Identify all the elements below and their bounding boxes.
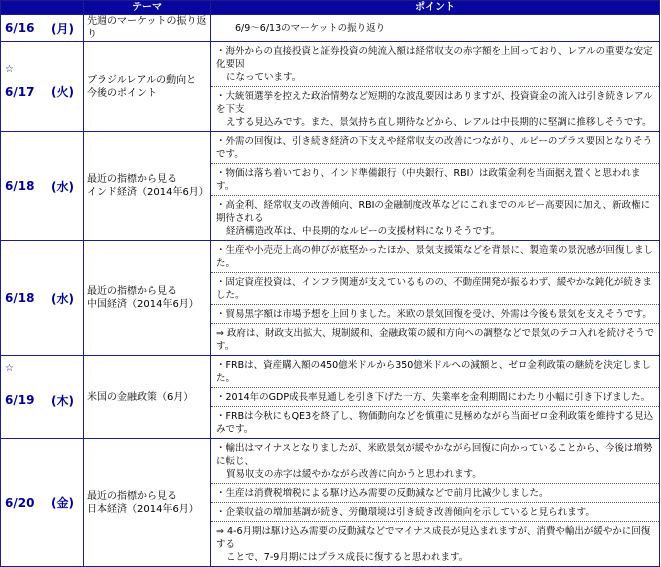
table-header-row: [1, 1, 660, 15]
point-line: ・FRBは今秋にもQE3を終了し、物価動向などを慎重に見極めながら当面ゼロ金利政策を維持する見込みです。: [216, 411, 654, 435]
point-item: [211, 132, 659, 164]
table-row: [1, 356, 660, 439]
point-line: ・固定資産投資は、インフラ関連が支えているものの、不動産開発が振るわず、緩やかな鈍化が続きました。: [216, 277, 652, 301]
header-date-blank: [1, 1, 84, 15]
header-theme: テーマ: [84, 1, 211, 15]
date-cell: [1, 356, 84, 439]
point-item: [211, 522, 659, 566]
point-item: [211, 196, 659, 240]
row-date: 6/19: [5, 393, 35, 407]
topic-cell: [84, 241, 211, 356]
point-line: ・大統領選挙を控えた政治情勢など短期的な波乱要因はありますが、投資資金の流入は引き続きレアルを下支: [216, 91, 653, 115]
point-item: [211, 484, 659, 503]
point-item: [211, 356, 659, 388]
topic-cell: [84, 356, 211, 439]
row-weekday: (月): [51, 21, 74, 36]
row-date: 6/17: [5, 84, 35, 99]
point-item: [211, 87, 659, 131]
point-line: になっています。: [226, 72, 302, 83]
row-weekday: (水): [51, 179, 74, 194]
row-weekday: (水): [51, 291, 74, 306]
point-line: ・企業収益の増加基調が続き、労働環境は引き続き改善傾向を示していると見られます。: [216, 507, 595, 518]
points-cell: [211, 439, 660, 567]
topic-cell: [84, 132, 211, 241]
point-line: ・海外からの直接投資と証券投資の純流入額は経常収支の赤字額を上回っており、レアルの重要な安定化要因: [216, 46, 653, 70]
row-date: 6/16: [5, 21, 35, 35]
row-weekday: (金): [51, 496, 74, 510]
point-line: ・高金利、経常収支の改善傾向、RBIの金融制度改革などにこれまでのルピー高要因に加え、新政権に期待される: [216, 200, 651, 224]
point-line: ⇒ 政府は、財政支出拡大、規制緩和、金融政策の緩和方向への調整などで景気のテコ入れを続けそうです。: [216, 328, 655, 352]
topic-line: インド経済（2014年6月）: [87, 187, 209, 198]
point-line: ・貿易黒字額は市場予想を上回りました。米欧の景気回復を受け、外需は今後も景気を支えそうです。: [216, 309, 652, 320]
date-cell: [1, 439, 84, 567]
topic-line: 今後のポイント: [87, 87, 157, 99]
point-item: [211, 388, 659, 407]
row-date: 6/20: [5, 495, 35, 510]
point-line: ⇒ 4-6月期は駆け込み需要の反動減などでマイナス成長が見込まれますが、消費や輸出が緩やかに回復する: [216, 526, 651, 550]
table-row: [1, 42, 660, 132]
row-date: 6/18: [5, 179, 35, 193]
topic-line: ブラジルレアルの動向と: [87, 74, 197, 86]
table-row: [1, 15, 660, 42]
point-line: 経済構造改革は、中長期的なルピーの支援材料になりそうです。: [226, 226, 501, 237]
point-item: [211, 164, 659, 196]
point-line: ・生産や小売売上高の伸びが底堅かったほか、景気支援策などを背景に、製造業の景況感が回復しました。: [216, 245, 654, 269]
topic-cell: [84, 15, 211, 42]
table-row: [1, 241, 660, 356]
point-item: [211, 20, 659, 37]
topic-line: 日本経済（2014年6月）: [87, 503, 199, 515]
point-item: [211, 273, 659, 305]
point-line: ・物価は落ち着いており、インド準備銀行（中央銀行、RBI）は政策金利を当面据え置くと思われます。: [216, 168, 641, 192]
points-cell: [211, 241, 660, 356]
date-cell: [1, 42, 84, 132]
row-weekday: (木): [51, 393, 74, 408]
topic-line: 先週のマーケットの振り返り: [87, 16, 207, 40]
points-cell: [211, 15, 660, 42]
point-line: ことで、7-9月期にはプラス成長に復すると思われます。: [226, 552, 469, 563]
star-icon: ☆: [5, 64, 14, 75]
date-cell: [1, 15, 84, 42]
topic-line: 最近の指標から見る: [87, 490, 177, 502]
point-item: [211, 407, 659, 438]
point-item: [211, 42, 659, 87]
table-row: [1, 132, 660, 241]
header-points: ポイント: [211, 1, 660, 15]
point-line: ・輸出はマイナスとなりましたが、米欧景気が緩やかながら回復に向かっていることから、今後は増勢に転じ、: [216, 443, 653, 467]
point-line: 6/9～6/13のマーケットの振り返り: [235, 22, 386, 34]
point-line: ・FRBは、資産購入額の450億米ドルから350億米ドルへの減額と、ゼロ金利政策の継続を決定しました。: [216, 360, 651, 384]
row-date: 6/18: [5, 291, 35, 305]
topic-line: 最近の指標から見る: [87, 286, 177, 297]
topic-line: 中国経済（2014年6月）: [87, 299, 199, 310]
points-cell: [211, 132, 660, 241]
star-icon: ☆: [5, 363, 14, 374]
table-row: [1, 439, 660, 567]
date-cell: [1, 241, 84, 356]
point-item: [211, 503, 659, 522]
points-cell: [211, 42, 660, 132]
topic-cell: [84, 42, 211, 132]
point-item: [211, 324, 659, 355]
date-cell: [1, 132, 84, 241]
row-weekday: (火): [51, 85, 74, 99]
points-cell: [211, 356, 660, 439]
topic-line: 最近の指標から見る: [87, 174, 177, 185]
point-line: 貿易収支の赤字は緩やかながら改善に向かうと思われます。: [226, 469, 482, 480]
point-line: ・外需の回復は、引き続き経済の下支えや経常収支の改善につながり、ルピーのプラス要因となりそうです。: [216, 136, 653, 160]
point-line: ・2014年のGDP成長率見通しを引き下げた一方、失業率を金利期間にわたり小幅に引き下げました。: [216, 392, 651, 403]
point-item: [211, 241, 659, 273]
topic-cell: [84, 439, 211, 567]
topic-line: 米国の金融政策（6月）: [87, 391, 194, 403]
point-item: [211, 305, 659, 324]
point-line: ・生産は消費税増税による駆け込み需要の反動減などで前月比減少しました。: [216, 488, 549, 499]
point-line: えする見込みです。また、景気持ち直し期待などから、レアルは中長期的に堅調に推移しそうです。: [226, 117, 652, 128]
